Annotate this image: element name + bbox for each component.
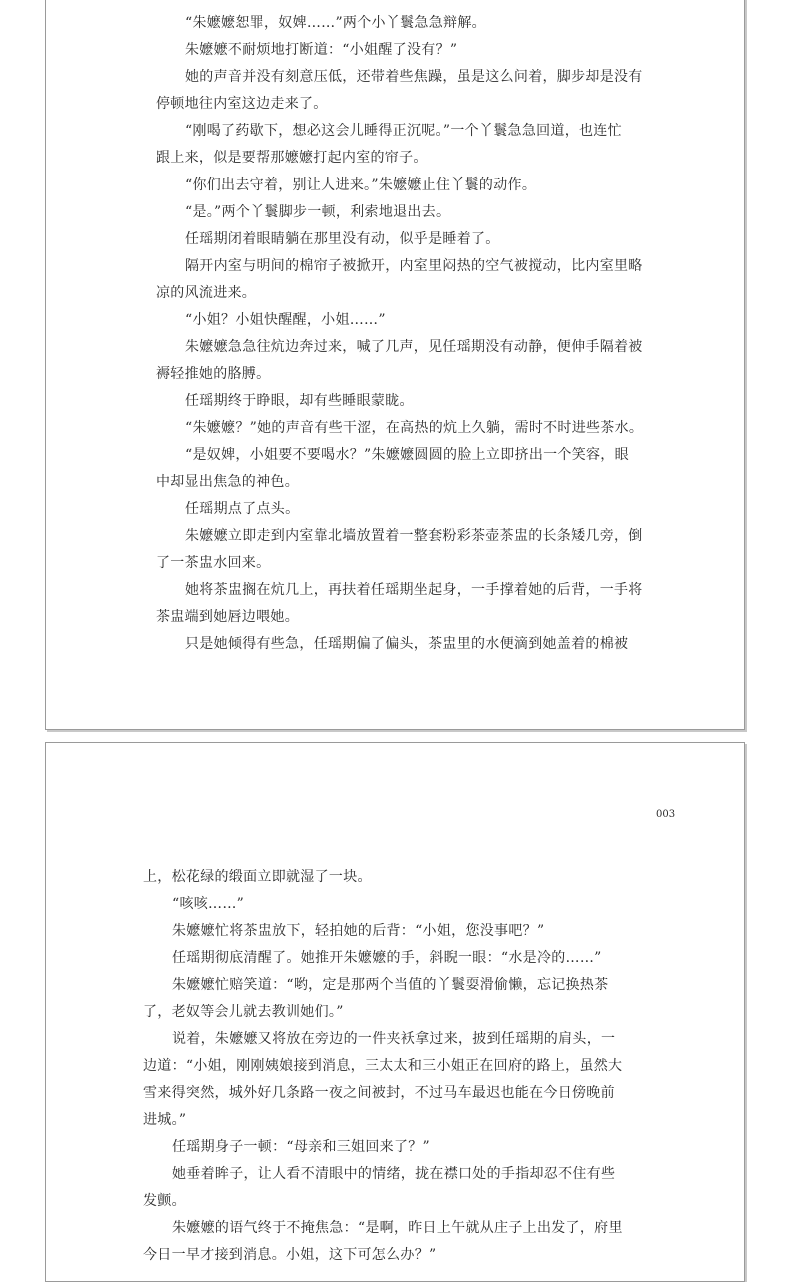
text-line: 朱嬷嬷立即走到内室靠北墙放置着一整套粉彩茶壶茶盅的长条矮几旁，倒: [185, 528, 643, 544]
text-line: 茶盅端到她唇边喂她。: [156, 609, 299, 625]
text-line: 朱嬷嬷不耐烦地打断道：“小姐醒了没有？”: [185, 42, 458, 58]
text-line: 褥轻推她的胳膊。: [156, 366, 271, 382]
text-line: 任瑶期彻底清醒了。她推开朱嬷嬷的手，斜睨一眼：“水是冷的……”: [172, 950, 602, 966]
text-line: 了一茶盅水回来。: [156, 555, 271, 571]
text-line: 任瑶期终于睁眼，却有些睡眼蒙眬。: [185, 393, 414, 409]
text-line: 说着，朱嬷嬷又将放在旁边的一件夹袄拿过来，披到任瑶期的肩头，一: [172, 1031, 616, 1047]
text-line: 任瑶期闭着眼睛躺在那里没有动，似乎是睡着了。: [185, 231, 500, 247]
page-number: 003: [656, 809, 676, 820]
text-line: “是。”两个丫鬟脚步一顿，利索地退出去。: [185, 204, 451, 220]
text-line: 朱嬷嬷急急往炕边奔过来，喊了几声，见任瑶期没有动静，便伸手隔着被: [185, 339, 643, 355]
text-line: 雪来得突然，城外好几条路一夜之间被封，不过马车最迟也能在今日傍晚前: [143, 1085, 615, 1101]
text-line: 了，老奴等会儿就去教训她们。”: [143, 1004, 344, 1020]
book-page-upper: [45, 0, 745, 730]
text-line: 朱嬷嬷的语气终于不掩焦急：“是啊，昨日上午就从庄子上出发了，府里: [172, 1220, 623, 1236]
text-line: 停顿地往内室这边走来了。: [156, 96, 328, 112]
text-line: 边道：“小姐，刚刚姨娘接到消息，三太太和三小姐正在回府的路上，虽然大: [143, 1058, 623, 1074]
text-line: 她将茶盅搁在炕几上，再扶着任瑶期坐起身，一手撑着她的后背，一手将: [185, 582, 643, 598]
text-line: “朱嬷嬷恕罪，奴婢……”两个小丫鬟急急辩解。: [185, 15, 486, 31]
text-line: 任瑶期身子一顿：“母亲和三姐回来了？”: [172, 1139, 431, 1155]
text-line: 进城。”: [143, 1112, 187, 1128]
text-line: 朱嬷嬷忙将茶盅放下，轻拍她的后背：“小姐，您没事吧？”: [172, 923, 545, 939]
text-line: “小姐？小姐快醒醒，小姐……”: [185, 312, 386, 328]
text-line: 今日一早才接到消息。小姐，这下可怎么办？”: [143, 1247, 437, 1263]
text-line: 跟上来，似是要帮那嬷嬷打起内室的帘子。: [156, 150, 428, 166]
text-line: 朱嬷嬷忙赔笑道：“哟，定是那两个当值的丫鬟耍滑偷懒，忘记换热茶: [172, 977, 609, 993]
text-line: “咳咳……”: [172, 896, 245, 912]
text-line: 发颤。: [143, 1193, 186, 1209]
text-line: 只是她倾得有些急，任瑶期偏了偏头，茶盅里的水便滴到她盖着的棉被: [185, 636, 629, 652]
book-page-lower: [45, 742, 745, 1282]
text-line: “朱嬷嬷？”她的声音有些干涩，在高热的炕上久躺，需时不时进些茶水。: [185, 420, 644, 436]
text-line: 凉的风流进来。: [156, 285, 257, 301]
text-line: 她的声音并没有刻意压低，还带着些焦躁，虽是这么问着，脚步却是没有: [185, 69, 643, 85]
text-line: 中却显出焦急的神色。: [156, 474, 299, 490]
text-line: 隔开内室与明间的棉帘子被掀开，内室里闷热的空气被搅动，比内室里略: [185, 258, 643, 274]
text-line: [185, 0, 328, 2]
text-line: 她垂着眸子，让人看不清眼中的情绪，拢在襟口处的手指却忍不住有些: [172, 1166, 616, 1182]
text-line: “是奴婢，小姐要不要喝水？”朱嬷嬷圆圆的脸上立即挤出一个笑容，眼: [185, 447, 629, 463]
text-line: “你们出去守着，别让人进来。”朱嬷嬷止住丫鬟的动作。: [185, 177, 537, 193]
text-line: 任瑶期点了点头。: [185, 501, 300, 517]
text-line: 上，松花绿的缎面立即就湿了一块。: [143, 869, 372, 885]
text-line: “刚喝了药歇下，想必这会儿睡得正沉呢。”一个丫鬟急急回道，也连忙: [185, 123, 622, 139]
